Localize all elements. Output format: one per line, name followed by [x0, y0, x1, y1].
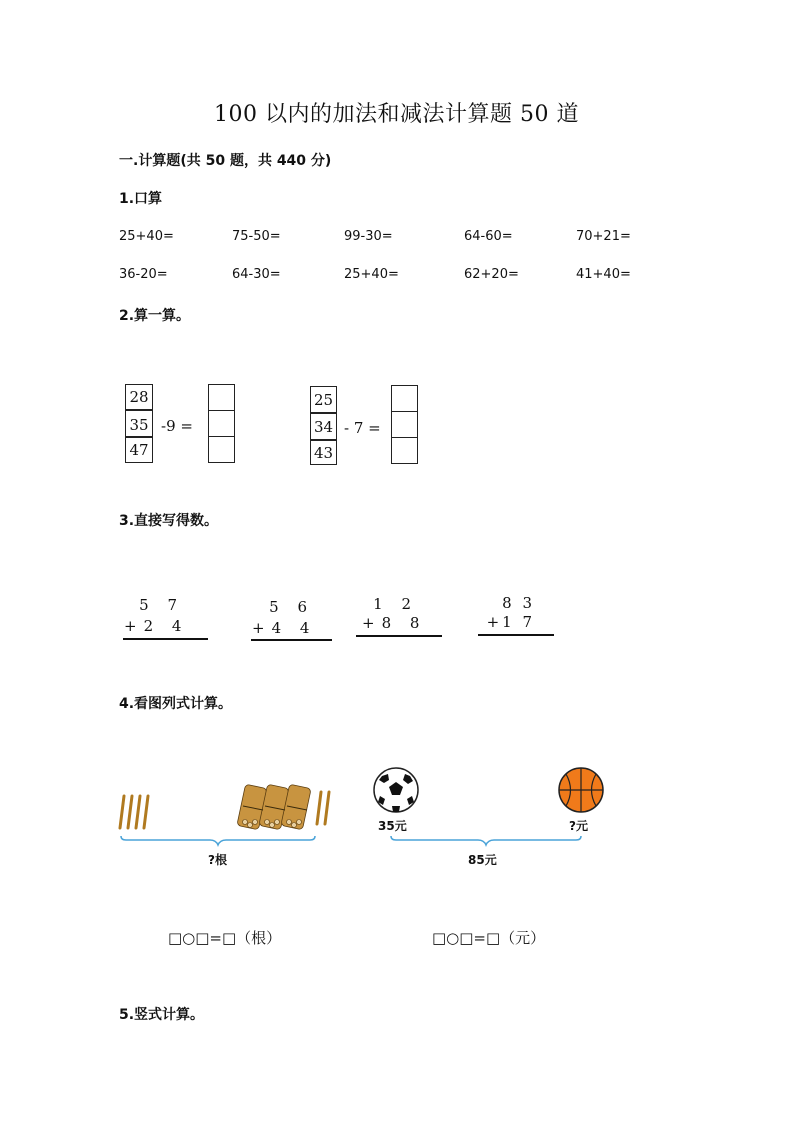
ball2-price: ?元 [569, 819, 588, 833]
addend-top: 8 3 [502, 594, 535, 612]
oral-problem: 70+21= [576, 229, 631, 244]
question-1-label: 1.口算 [119, 191, 163, 207]
question-2-label: 2.算一算。 [119, 308, 191, 324]
number-cell: 28 [125, 384, 153, 410]
total-bracket [118, 835, 318, 847]
equation-blank[interactable]: □○□=□（元） [432, 929, 546, 947]
oral-problem: 36-20= [119, 267, 168, 282]
question-4-label: 4.看图列式计算。 [119, 696, 233, 712]
oral-problem: 41+40= [576, 267, 631, 282]
addend-bottom: +1 7 [486, 613, 535, 631]
oral-problem: 62+20= [464, 267, 519, 282]
answer-box[interactable] [208, 436, 235, 463]
addend-bottom: +2 4 [124, 617, 189, 635]
operation-text: - 7 = [344, 419, 381, 437]
addend-bottom: +4 4 [252, 619, 317, 637]
number-cell: 43 [310, 440, 337, 465]
question-3-label: 3.直接写得数。 [119, 513, 219, 529]
answer-box[interactable] [208, 410, 235, 437]
section-heading: 一.计算题(共 50 题，共 440 分) [119, 153, 332, 169]
oral-problem: 25+40= [119, 229, 174, 244]
number-cell: 35 [125, 410, 153, 437]
answer-line [356, 635, 442, 637]
operation-text: -9 = [161, 417, 193, 435]
total-bracket [388, 835, 584, 847]
equation-blank[interactable]: □○□=□（根） [168, 929, 282, 947]
answer-line [478, 634, 554, 636]
oral-problem: 75-50= [232, 229, 281, 244]
number-cell: 34 [310, 413, 337, 440]
number-cell: 47 [125, 437, 153, 463]
basketball-icon [557, 766, 605, 814]
answer-box[interactable] [208, 384, 235, 411]
page-title: 100 以内的加法和减法计算题 50 道 [214, 102, 579, 127]
addend-top: 5 6 [269, 598, 314, 616]
answer-line [123, 638, 208, 640]
addend-top: 5 7 [139, 596, 184, 614]
soccer-ball-icon [372, 766, 420, 814]
number-cell: 25 [310, 386, 337, 413]
oral-problem: 25+40= [344, 267, 399, 282]
oral-problem: 64-60= [464, 229, 513, 244]
answer-box[interactable] [391, 411, 418, 438]
ball1-price: 35元 [378, 819, 407, 833]
question-5-label: 5.竖式计算。 [119, 1007, 205, 1023]
addend-bottom: +8 8 [362, 614, 427, 632]
answer-box[interactable] [391, 437, 418, 464]
addend-top: 1 2 [373, 595, 418, 613]
oral-problem: 64-30= [232, 267, 281, 282]
oral-problem: 99-30= [344, 229, 393, 244]
sticks-illustration [115, 778, 340, 840]
answer-line [251, 639, 332, 641]
answer-box[interactable] [391, 385, 418, 412]
total-label: ?根 [208, 853, 227, 867]
total-price: 85元 [468, 853, 497, 867]
